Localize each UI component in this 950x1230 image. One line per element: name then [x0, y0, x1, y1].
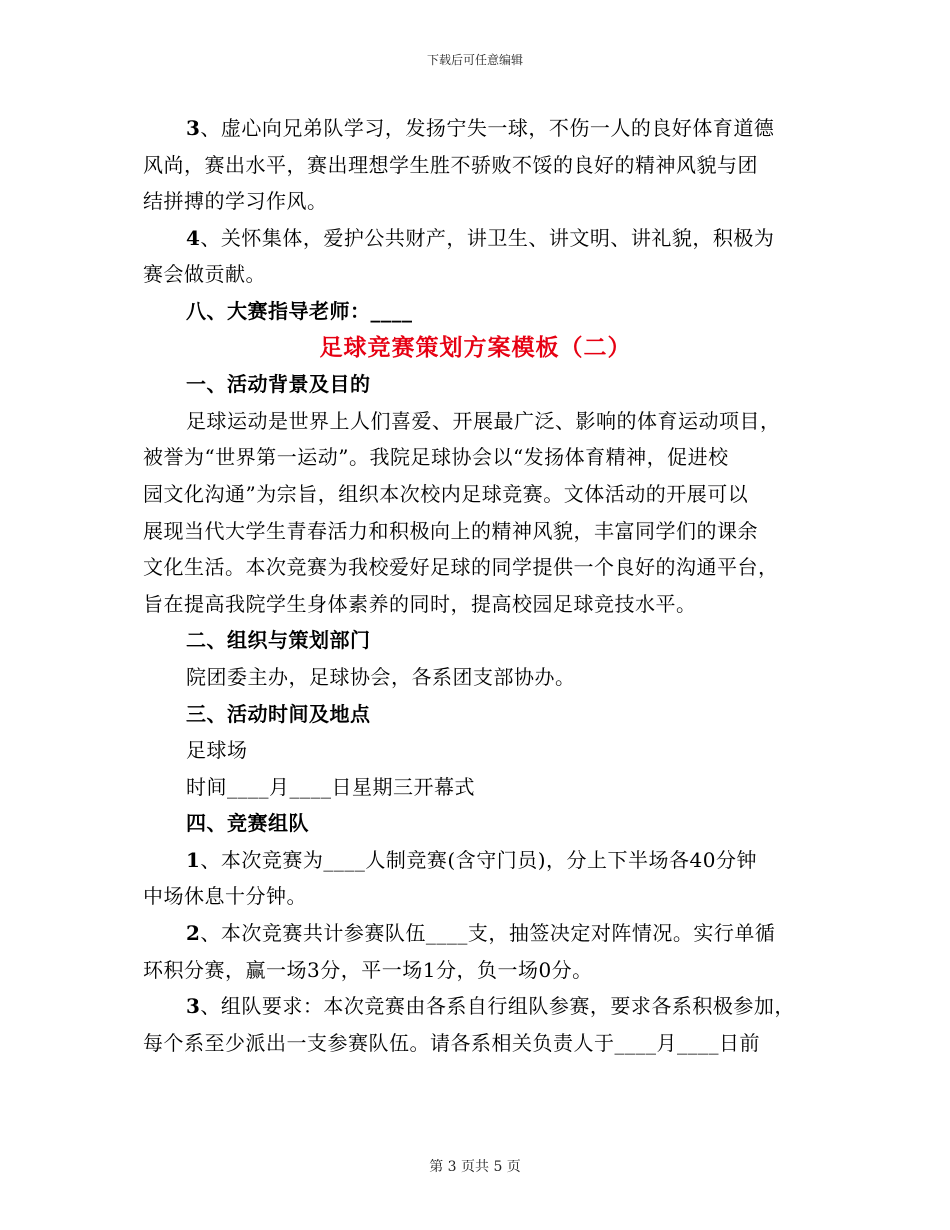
line-text: 、本次竞赛共计参赛队伍____支，抽签决定对阵情况。实行单循 [200, 921, 776, 946]
paragraph-line: 时间____月____日星期三开幕式 [186, 774, 475, 799]
paragraph-line: 结拼搏的学习作风。 [143, 189, 328, 214]
line-text: 、虚心向兄弟队学习，发扬宁失一球，不伤一人的良好体育道德 [200, 116, 775, 140]
page-footer: 第 3 页共 5 页 [429, 1159, 521, 1175]
paragraph-line [143, 988, 808, 1025]
paragraph-line [143, 220, 808, 257]
paragraph-line: 被誉为“世界第一运动”。我院足球协会以“发扬体育精神，促进校 [143, 445, 729, 470]
line-text: 、组队要求：本次竞赛由各系自行组队参赛，要求各系积极参加， [200, 994, 795, 1019]
list-number: 3 [186, 116, 201, 140]
line-text: 、关怀集体，爱护公共财产，讲卫生、讲文明、讲礼貌，积极为 [200, 225, 775, 250]
paragraph-line: 旨在提高我院学生身体素养的同时，提高校园足球竞技水平。 [143, 591, 697, 616]
list-number: 4 [186, 225, 201, 250]
paragraph-line: 风尚，赛出水平，赛出理想学生胜不骄败不馁的良好的精神风貌与团 [143, 152, 758, 177]
paragraph-line: 文化生活。本次竞赛为我校爱好足球的同学提供一个良好的沟通平台， [143, 555, 779, 580]
paragraph-line: 展现当代大学生青春活力和积极向上的精神风貌，丰富同学们的课余 [143, 518, 758, 543]
paragraph-line: 赛会做贡献。 [143, 262, 266, 287]
section-heading: 一、活动背景及目的 [186, 372, 371, 397]
section-heading: 二、组织与策划部门 [186, 628, 371, 653]
page-header: 下载后可任意编辑 [426, 53, 523, 67]
paragraph-line: 环积分赛，赢一场3分，平一场1分，负一场0分。 [143, 957, 593, 982]
paragraph-line: 院团委主办，足球协会，各系团支部协办。 [186, 664, 576, 689]
paragraph-line [143, 842, 808, 879]
paragraph-line: 中场休息十分钟。 [143, 884, 307, 909]
document-body [143, 110, 808, 1061]
paragraph-line: 足球场 [186, 738, 248, 763]
paragraph-line: 足球运动是世界上人们喜爱、开展最广泛、影响的体育运动项目， [186, 408, 781, 433]
paragraph-line: 每个系至少派出一支参赛队伍。请各系相关负责人于____月____日前 [143, 1030, 760, 1055]
list-number: 1 [186, 847, 201, 872]
list-number: 2 [186, 921, 201, 946]
list-number: 3 [186, 994, 201, 1019]
section-heading: 八、大赛指导老师：____ [186, 298, 413, 323]
section-title: 足球竞赛策划方案模板（二） [319, 333, 632, 361]
section-heading: 四、竞赛组队 [186, 811, 309, 836]
paragraph-line [143, 915, 808, 952]
line-text: 、本次竞赛为____人制竞赛(含守门员)，分上下半场各40分钟 [200, 847, 757, 872]
paragraph-line: 园文化沟通”为宗旨，组织本次校内足球竞赛。文体活动的开展可以 [143, 481, 749, 506]
paragraph-line [143, 110, 808, 147]
section-heading: 三、活动时间及地点 [186, 701, 371, 726]
